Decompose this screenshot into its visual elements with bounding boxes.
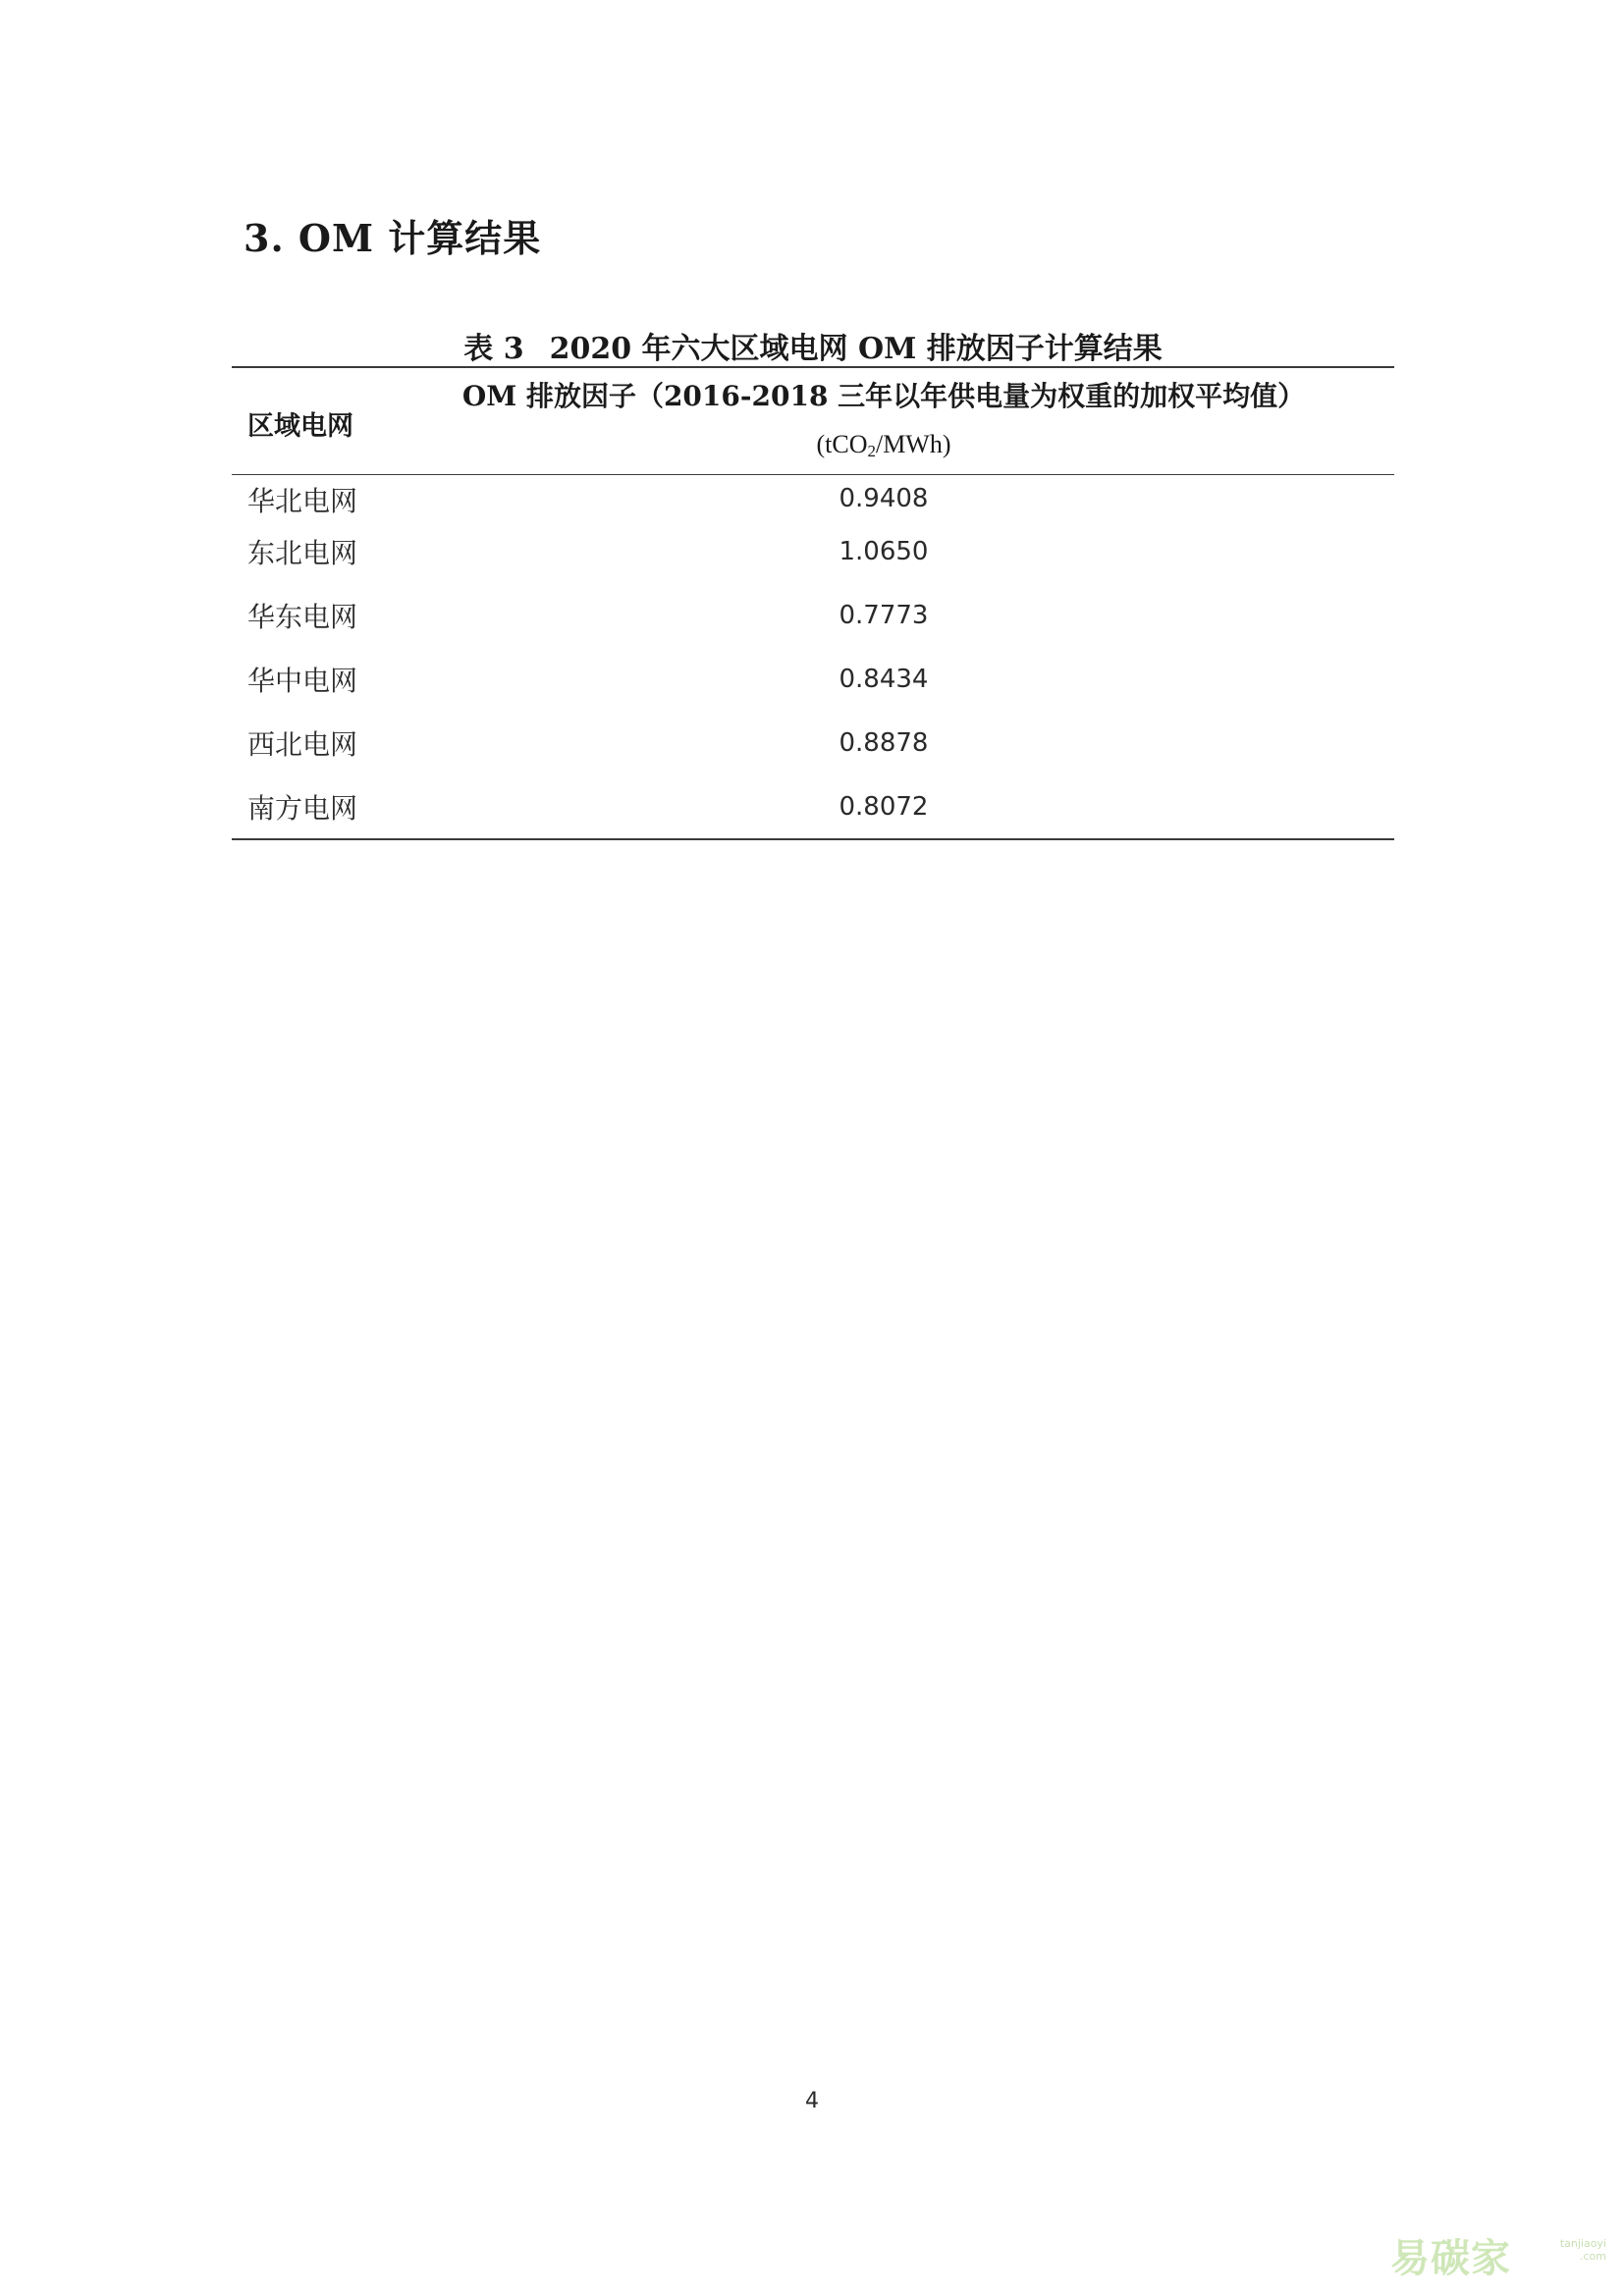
table-row-value: 0.9408 (839, 484, 929, 513)
section-heading: 3. OM 计算结果 (244, 216, 542, 260)
unit-suffix: /MWh) (875, 430, 951, 458)
unit-subscript: 2 (867, 442, 876, 460)
watermark-brand: 易碳家 (1390, 2236, 1511, 2281)
column-header-unit (393, 430, 1375, 466)
column-header-om-factor (393, 377, 1375, 466)
column-header-region: 区域电网 (247, 411, 353, 442)
table-row-name: 东北电网 (247, 537, 358, 569)
table-row-value: 0.8878 (839, 728, 929, 758)
table-row-name: 华北电网 (247, 485, 358, 517)
table-bottom-rule (232, 838, 1394, 840)
table-row-value: 0.8072 (839, 792, 929, 822)
table-row-name: 西北电网 (247, 728, 358, 761)
table-row-name: 华中电网 (247, 665, 358, 697)
table-row-name: 南方电网 (247, 792, 358, 825)
table-row-value: 0.8434 (839, 665, 929, 694)
table-top-rule (232, 366, 1394, 368)
table-row-value: 1.0650 (839, 537, 929, 566)
page-number: 4 (805, 2089, 819, 2113)
table-header-rule (232, 474, 1394, 475)
table-row-name: 华东电网 (247, 601, 358, 633)
watermark-logo (1390, 2223, 1606, 2282)
table-caption-number: 表 3 (463, 332, 524, 366)
unit-prefix: (tCO (816, 430, 868, 458)
table-caption-title: 2020 年六大区域电网 OM 排放因子计算结果 (549, 332, 1163, 366)
table-row-value: 0.7773 (839, 601, 929, 630)
column-header-om-factor-title: OM 排放因子（2016-2018 三年以年供电量为权重的加权平均值） (461, 380, 1306, 412)
table-caption (232, 324, 1394, 367)
watermark-domain: tanjiaoyi .com (1559, 2237, 1606, 2263)
